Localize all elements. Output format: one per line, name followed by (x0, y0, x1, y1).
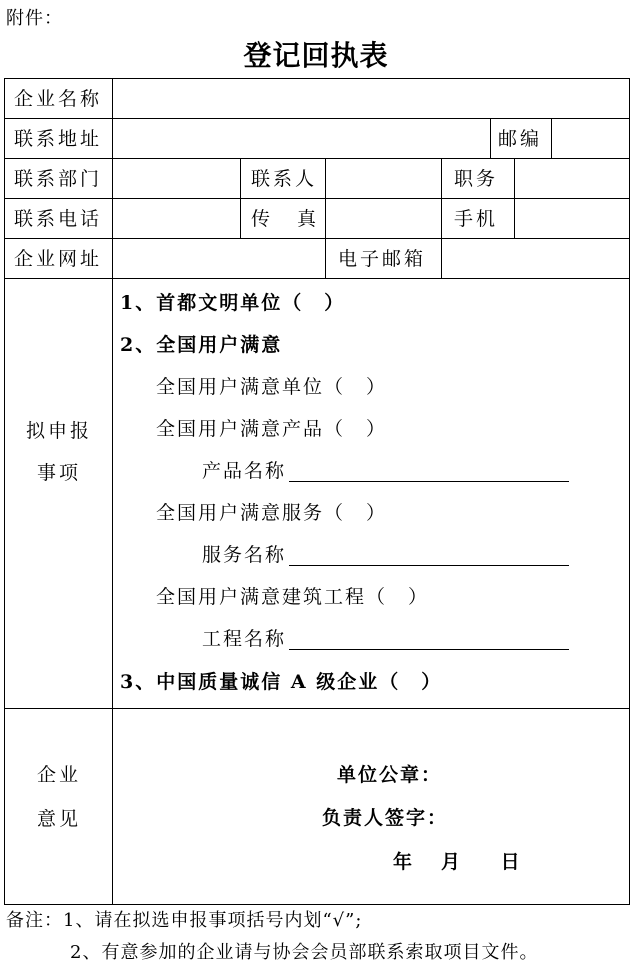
service-name-underline[interactable] (289, 565, 569, 566)
date-label: 年 月 日 (393, 851, 525, 873)
option-satisfaction-product[interactable]: 全国用户满意产品（ ） (156, 418, 388, 440)
service-name-label: 服务名称 (202, 544, 287, 566)
address-field[interactable] (113, 119, 490, 158)
department-field[interactable] (113, 159, 240, 198)
contact-person-label: 联系人 (251, 168, 318, 190)
fax-label: 传 真 (251, 208, 321, 230)
project-name-underline[interactable] (289, 649, 569, 650)
option-quality-integrity-a[interactable]: 3、中国质量诚信 A 级企业（ ） (120, 671, 443, 693)
email-field[interactable] (442, 239, 629, 278)
product-name-underline[interactable] (289, 481, 569, 482)
company-name-label: 企业名称 (14, 88, 103, 110)
note-line-2: 2、有意参加的企业请与协会会员部联系索取项目文件。 (70, 942, 539, 963)
opinion-label-line1: 企业 (37, 764, 82, 786)
option-capital-civilized-unit[interactable]: 1、首都文明单位（ ） (120, 292, 346, 314)
option-satisfaction-service[interactable]: 全国用户满意服务（ ） (156, 502, 388, 524)
website-field[interactable] (113, 239, 325, 278)
phone-label: 联系电话 (14, 208, 103, 230)
website-label: 企业网址 (14, 248, 103, 270)
product-name-label: 产品名称 (202, 460, 287, 482)
contact-person-field[interactable] (326, 159, 441, 198)
option-satisfaction-unit[interactable]: 全国用户满意单位（ ） (156, 376, 388, 398)
application-label-line1: 拟申报 (26, 420, 93, 442)
position-field[interactable] (515, 159, 629, 198)
department-label: 联系部门 (14, 168, 103, 190)
signature-label: 负责人签字： (322, 807, 449, 829)
attachment-label: 附件： (6, 8, 63, 29)
form-title: 登记回执表 (243, 39, 389, 72)
option-national-user-satisfaction: 2、全国用户满意 (120, 334, 283, 356)
note-line-1: 备注：1、请在拟选申报事项括号内划“√”; (6, 910, 363, 931)
application-label-line2: 事项 (37, 462, 82, 484)
opinion-label-line2: 意见 (37, 808, 82, 830)
project-name-label: 工程名称 (202, 628, 287, 650)
mobile-label: 手机 (454, 208, 499, 230)
mobile-field[interactable] (515, 199, 629, 238)
fax-field[interactable] (326, 199, 441, 238)
phone-field[interactable] (113, 199, 240, 238)
email-label: 电子邮箱 (338, 248, 427, 270)
position-label: 职务 (454, 168, 499, 190)
address-label: 联系地址 (14, 128, 103, 150)
company-name-field[interactable] (113, 79, 629, 118)
option-satisfaction-construction[interactable]: 全国用户满意建筑工程（ ） (156, 586, 430, 608)
postcode-label: 邮编 (498, 128, 543, 150)
seal-label: 单位公章： (337, 764, 443, 786)
postcode-field[interactable] (552, 119, 629, 158)
